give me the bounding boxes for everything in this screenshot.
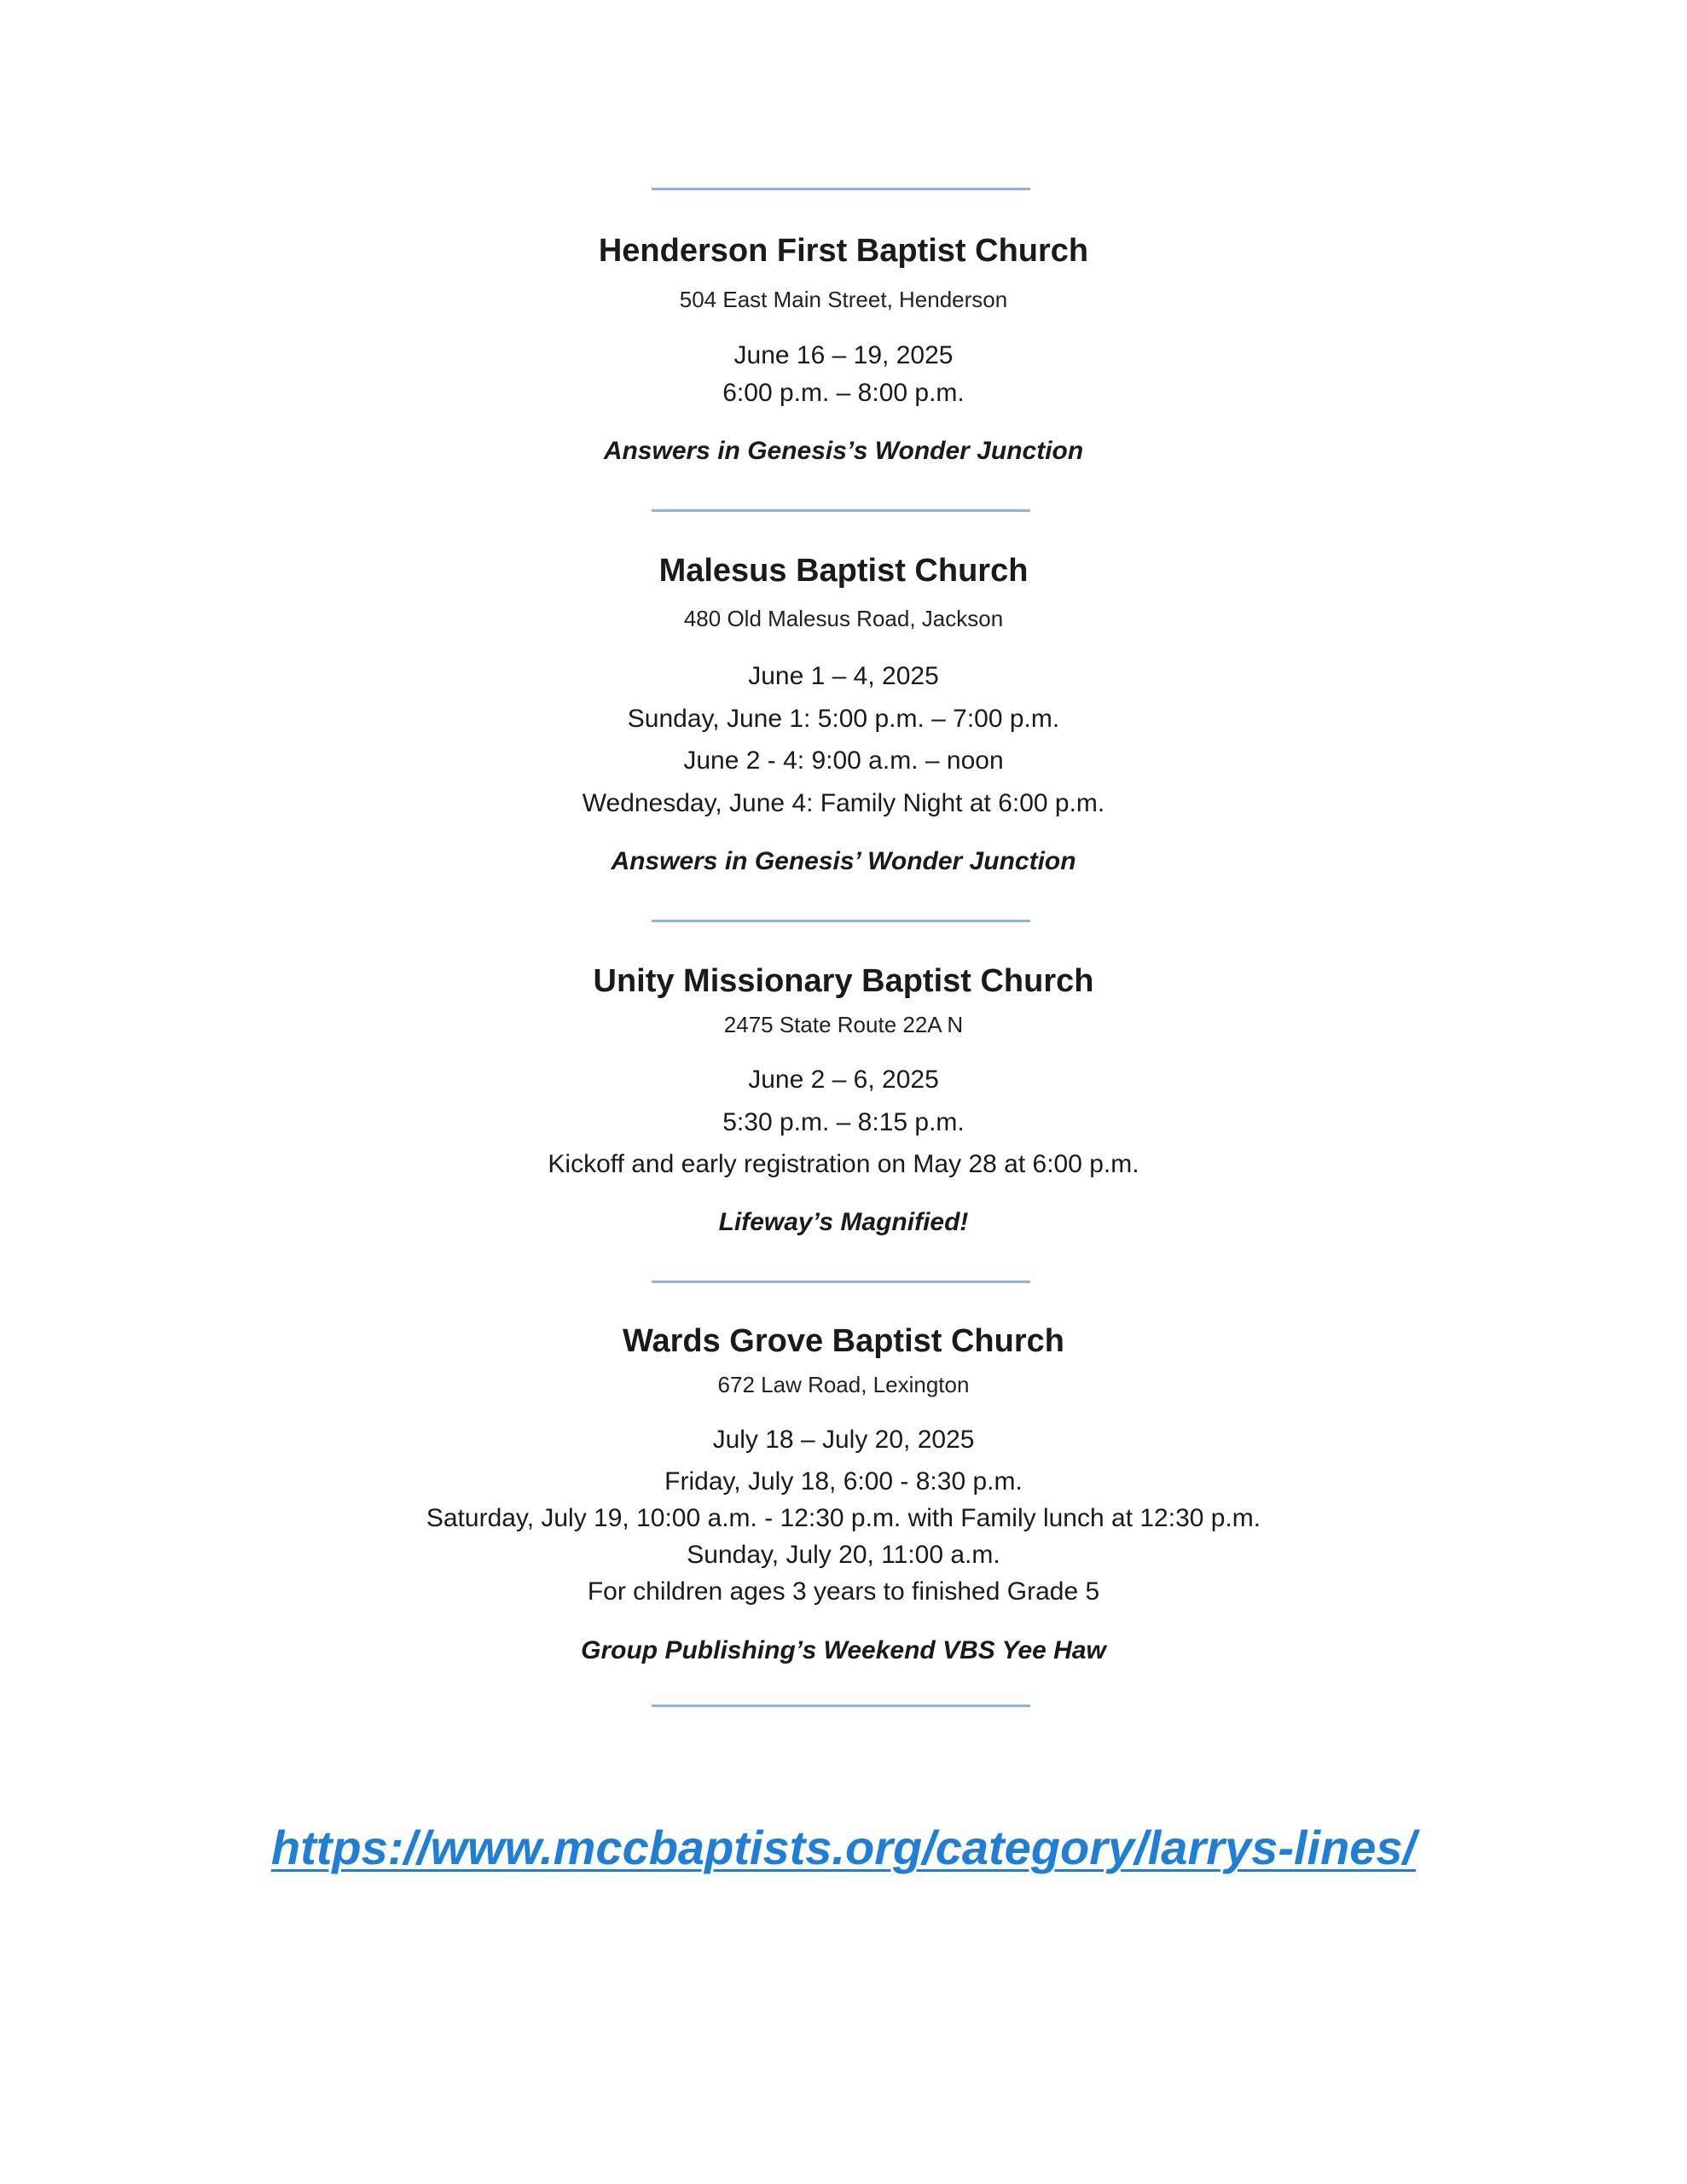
church-address-henderson: 504 East Main Street, Henderson (679, 287, 1008, 312)
church-detail-malesus: June 2 - 4: 9:00 a.m. – noon (683, 746, 1004, 775)
church-detail-malesus: Wednesday, June 4: Family Night at 6:00 p.m. (582, 789, 1105, 817)
church-dates-wards-grove: July 18 – July 20, 2025 (712, 1426, 975, 1454)
church-detail-unity: Kickoff and early registration on May 28 at 6:00 p.m. (548, 1150, 1139, 1178)
church-address-malesus: 480 Old Malesus Road, Jackson (683, 606, 1004, 631)
section-divider (652, 920, 1030, 922)
church-dates-malesus: June 1 – 4, 2025 (748, 662, 939, 690)
church-times-henderson: 6:00 p.m. – 8:00 p.m. (722, 379, 965, 407)
church-detail-unity: 5:30 p.m. – 8:15 p.m. (722, 1108, 965, 1136)
church-dates-unity: June 2 – 6, 2025 (748, 1066, 939, 1094)
church-theme-unity: Lifeway’s Magnified! (718, 1208, 969, 1236)
church-detail-wards-grove: Friday, July 18, 6:00 - 8:30 p.m. (664, 1467, 1023, 1496)
church-name-wards-grove: Wards Grove Baptist Church (622, 1323, 1064, 1359)
church-theme-wards-grove: Group Publishing’s Weekend VBS Yee Haw (581, 1636, 1106, 1664)
church-address-wards-grove: 672 Law Road, Lexington (717, 1372, 970, 1397)
church-detail-malesus: Sunday, June 1: 5:00 p.m. – 7:00 p.m. (627, 705, 1060, 733)
larrys-lines-link[interactable]: https://www.mccbaptists.org/category/larrys-lines/ (270, 1821, 1417, 1874)
section-divider (652, 1281, 1030, 1283)
church-detail-wards-grove: Saturday, July 19, 10:00 a.m. - 12:30 p.m. with Family lunch at 12:30 p.m. (426, 1504, 1261, 1532)
church-theme-malesus: Answers in Genesis’ Wonder Junction (611, 847, 1076, 875)
church-address-unity: 2475 State Route 22A N (723, 1012, 964, 1037)
section-divider (652, 509, 1030, 512)
section-divider (652, 1705, 1030, 1707)
church-name-henderson: Henderson First Baptist Church (598, 233, 1089, 269)
church-detail-wards-grove: Sunday, July 20, 11:00 a.m. (687, 1541, 1000, 1569)
church-name-unity: Unity Missionary Baptist Church (593, 963, 1094, 999)
church-dates-henderson: June 16 – 19, 2025 (733, 341, 954, 369)
church-detail-wards-grove: For children ages 3 years to finished Grade 5 (587, 1577, 1100, 1606)
section-divider (652, 188, 1030, 190)
church-theme-henderson: Answers in Genesis’s Wonder Junction (603, 437, 1084, 465)
church-name-malesus: Malesus Baptist Church (658, 553, 1029, 589)
